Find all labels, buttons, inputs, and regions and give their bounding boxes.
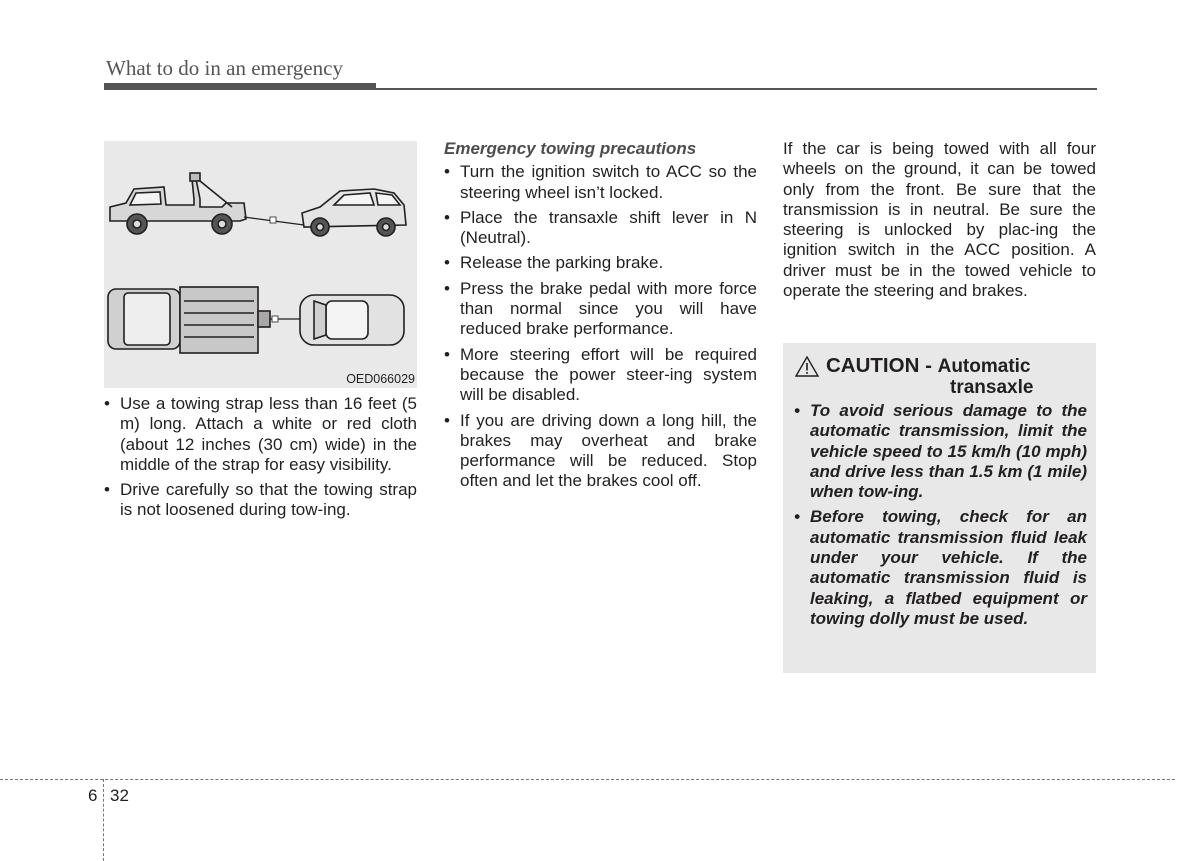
section-heading: Emergency towing precautions bbox=[444, 139, 697, 158]
column-1 bbox=[104, 394, 417, 526]
list-item: • Use a towing strap less than 16 feet (5 m) long. Attach a white or red cloth (about 12 inches (30 cm) wide) in the middle of the strap for easy visibility. bbox=[104, 394, 417, 475]
footer-rule bbox=[0, 779, 1175, 780]
list-item: • Press the brake pedal with more force than normal since you will have reduced brake performance. bbox=[444, 279, 757, 340]
tow-truck-top bbox=[108, 287, 270, 353]
running-header: What to do in an emergency bbox=[106, 56, 343, 80]
precaution-bullets bbox=[444, 162, 757, 491]
caution-subtitle: Automatic bbox=[937, 356, 1031, 377]
header-rule bbox=[104, 88, 1097, 90]
caution-box bbox=[783, 343, 1096, 673]
column-2 bbox=[444, 139, 757, 497]
towing-illustration bbox=[104, 141, 417, 388]
strap-cloth-top bbox=[272, 316, 278, 322]
page-number: 32 bbox=[110, 786, 129, 805]
tow-truck-side bbox=[110, 173, 246, 221]
footer-divider bbox=[103, 779, 104, 861]
caution-word: CAUTION - bbox=[826, 354, 932, 377]
strap-bullets bbox=[104, 394, 417, 521]
column-3 bbox=[783, 139, 1096, 301]
strap-cloth-side bbox=[270, 217, 276, 223]
list-item: • More steering effort will be required because the power steer-ing system will be disabled. bbox=[444, 345, 757, 406]
caution-bullets bbox=[792, 401, 1087, 629]
list-item: • Release the parking brake. bbox=[444, 253, 757, 273]
tow-truck-illustration bbox=[104, 141, 417, 388]
caution-heading bbox=[792, 353, 1087, 401]
figure-code: OED066029 bbox=[346, 372, 415, 386]
towed-car-top bbox=[300, 295, 404, 345]
towing-paragraph: If the car is being towed with all four wheels on the ground, it can be towed only from the front. Be sure that the transmission is in neutral. Be sure the steering is unlocked by plac-ing the ignition switch in the ACC position. A driver must be in the towed vehicle to operate the steering and brakes. bbox=[783, 139, 1096, 301]
list-item: • To avoid serious damage to the automatic transmission, limit the vehicle speed to 15 km/h (10 mph) and drive less than 1.5 km (1 mile) when tow-ing. bbox=[792, 401, 1087, 502]
chapter-number: 6 bbox=[88, 786, 98, 805]
towed-car-side bbox=[302, 189, 406, 236]
warning-triangle-icon bbox=[795, 356, 819, 377]
list-item: • Turn the ignition switch to ACC so the steering wheel isn’t locked. bbox=[444, 162, 757, 203]
list-item: • Before towing, check for an automatic transmission fluid leak under your vehicle. If the automatic transmission fluid is leaking, a flatbed equipment or towing dolly must be used. bbox=[792, 507, 1087, 629]
caution-subtitle-line2: transaxle bbox=[950, 377, 1034, 398]
list-item: • Drive carefully so that the towing strap is not loosened during tow-ing. bbox=[104, 480, 417, 521]
list-item: • Place the transaxle shift lever in N (Neutral). bbox=[444, 208, 757, 249]
list-item: • If you are driving down a long hill, the brakes may overheat and brake performance will be reduced. Stop often and let the brakes cool off. bbox=[444, 411, 757, 492]
caution-label bbox=[826, 354, 1031, 378]
